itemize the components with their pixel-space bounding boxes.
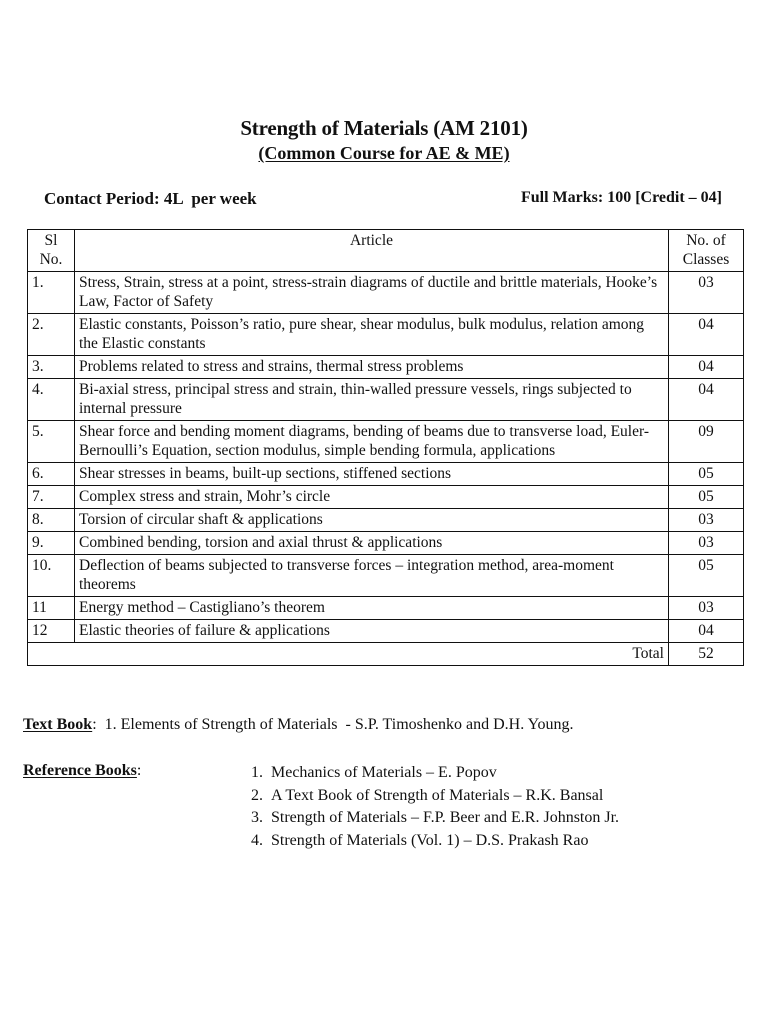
text-book-entry: 1. Elements of Strength of Materials - S.P. Timoshenko and D.H. Young.	[104, 716, 574, 733]
row-article: Deflection of beams subjected to transverse forces – integration method, area-moment theorems	[75, 555, 669, 597]
table-row	[28, 620, 744, 643]
row-sl: 12	[28, 620, 75, 643]
course-subtitle: (Common Course for AE & ME)	[258, 143, 510, 163]
table-row	[28, 463, 744, 486]
row-article: Shear force and bending moment diagrams, bending of beams due to transverse load, Euler-Bernoulli’s Equation, section modulus, simple bending formula, applications	[75, 421, 669, 463]
row-sl: 10.	[28, 555, 75, 597]
header-article: Article	[75, 230, 669, 272]
list-item: 1. Mechanics of Materials – E. Popov	[267, 762, 619, 785]
table-row	[28, 555, 744, 597]
total-label: Total	[28, 643, 669, 666]
row-article: Combined bending, torsion and axial thrust & applications	[75, 532, 669, 555]
list-item: 4. Strength of Materials (Vol. 1) – D.S. Prakash Rao	[267, 830, 619, 853]
table-total-row	[28, 643, 744, 666]
row-article: Stress, Strain, stress at a point, stress-strain diagrams of ductile and brittle materials, Hooke’s Law, Factor of Safety	[75, 272, 669, 314]
row-sl: 7.	[28, 486, 75, 509]
row-classes: 03	[669, 509, 744, 532]
total-value: 52	[669, 643, 744, 666]
table-row	[28, 272, 744, 314]
reference-books-section	[23, 762, 141, 780]
text-book-colon: :	[92, 716, 105, 733]
row-sl: 11	[28, 597, 75, 620]
row-classes: 03	[669, 597, 744, 620]
row-classes: 04	[669, 356, 744, 379]
row-sl: 6.	[28, 463, 75, 486]
row-sl: 2.	[28, 314, 75, 356]
contact-period: Contact Period: 4L per week	[44, 189, 257, 208]
reference-books-label: Reference Books	[23, 762, 137, 779]
reference-books-list	[243, 762, 619, 852]
row-article: Torsion of circular shaft & applications	[75, 509, 669, 532]
table-row	[28, 314, 744, 356]
table-row	[28, 379, 744, 421]
row-sl: 9.	[28, 532, 75, 555]
row-classes: 04	[669, 620, 744, 643]
row-sl: 3.	[28, 356, 75, 379]
table-row	[28, 597, 744, 620]
row-article: Shear stresses in beams, built-up sections, stiffened sections	[75, 463, 669, 486]
row-classes: 05	[669, 463, 744, 486]
table-row	[28, 509, 744, 532]
row-article: Energy method – Castigliano’s theorem	[75, 597, 669, 620]
row-sl: 5.	[28, 421, 75, 463]
row-classes: 05	[669, 486, 744, 509]
row-classes: 04	[669, 314, 744, 356]
table-row	[28, 532, 744, 555]
row-article: Bi-axial stress, principal stress and strain, thin-walled pressure vessels, rings subjected to internal pressure	[75, 379, 669, 421]
header-no-of-classes: No. of Classes	[669, 230, 744, 272]
text-book-label: Text Book	[23, 716, 93, 733]
row-article: Elastic theories of failure & applications	[75, 620, 669, 643]
row-sl: 1.	[28, 272, 75, 314]
table-header-row	[28, 230, 744, 272]
row-sl: 8.	[28, 509, 75, 532]
row-classes: 09	[669, 421, 744, 463]
row-classes: 05	[669, 555, 744, 597]
row-article: Elastic constants, Poisson’s ratio, pure shear, shear modulus, bulk modulus, relation among the Elastic constants	[75, 314, 669, 356]
row-sl: 4.	[28, 379, 75, 421]
reference-books-colon: :	[136, 762, 142, 779]
row-classes: 03	[669, 272, 744, 314]
table-row	[28, 356, 744, 379]
table-row	[28, 486, 744, 509]
row-classes: 04	[669, 379, 744, 421]
table-row	[28, 421, 744, 463]
row-classes: 03	[669, 532, 744, 555]
header-sl-no: Sl No.	[28, 230, 75, 272]
list-item: 3. Strength of Materials – F.P. Beer and E.R. Johnston Jr.	[267, 807, 619, 830]
row-article: Problems related to stress and strains, thermal stress problems	[75, 356, 669, 379]
text-book-section	[23, 716, 574, 734]
syllabus-table	[27, 229, 744, 666]
row-article: Complex stress and strain, Mohr’s circle	[75, 486, 669, 509]
list-item: 2. A Text Book of Strength of Materials – R.K. Bansal	[267, 785, 619, 808]
full-marks: Full Marks: 100 [Credit – 04]	[520, 189, 722, 206]
course-title: Strength of Materials (AM 2101)	[240, 116, 528, 140]
